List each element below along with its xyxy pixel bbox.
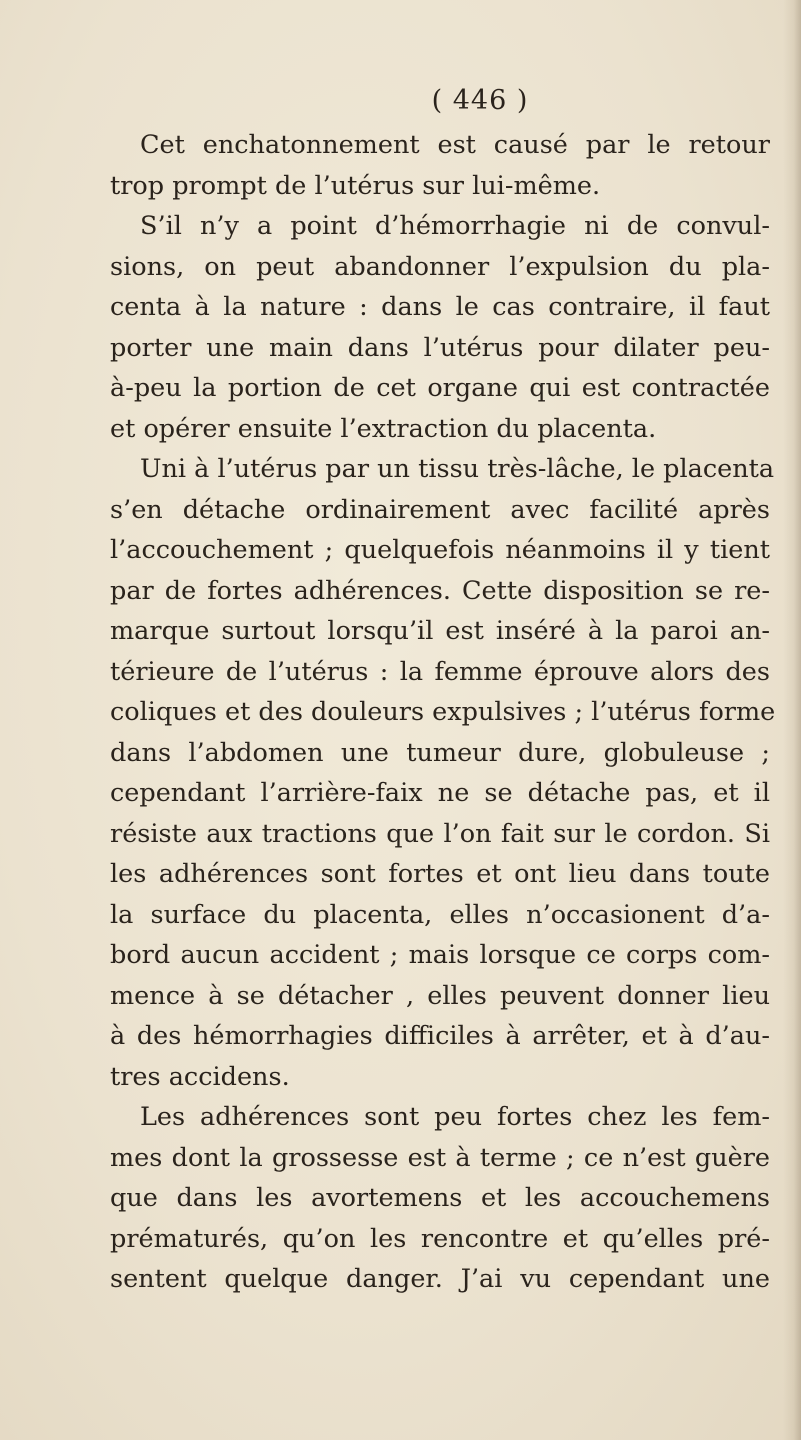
- text-line: Les adhérences sont peu fortes chez les fem-: [140, 1102, 770, 1132]
- text-line: porter une main dans l’utérus pour dilater peu-: [110, 332, 770, 363]
- text-line: mes dont la grossesse est à terme ; ce n’est guère: [110, 1142, 770, 1173]
- text-line: à-peu la portion de cet organe qui est contractée: [110, 373, 770, 403]
- text-line: tres accidens.: [110, 1061, 290, 1092]
- text-line: térieure de l’utérus : la femme éprouve alors des: [110, 656, 770, 687]
- text-line: résiste aux tractions que l’on fait sur le cordon. Si: [110, 818, 770, 849]
- text-line: les adhérences sont fortes et ont lieu dans toute: [110, 859, 770, 889]
- text-line: Cet enchatonnement est causé par le retour: [140, 130, 770, 160]
- text-line: S’il n’y a point d’hémorrhagie ni de convul-: [140, 211, 770, 241]
- text-line: cependant l’arrière-faix ne se détache pas, et il: [110, 778, 770, 808]
- text-line: coliques et des douleurs expulsives ; l’utérus forme: [110, 697, 776, 727]
- text-line: que dans les avortemens et les accouchemens: [110, 1183, 770, 1213]
- text-line: trop prompt de l’utérus sur lui-même.: [110, 170, 601, 201]
- text-line: par de fortes adhérences. Cette disposition se re-: [110, 575, 770, 606]
- page-edge-shadow: [783, 0, 801, 1440]
- text-line: marque surtout lorsqu’il est inséré à la paroi an-: [110, 616, 770, 646]
- text-line: centa à la nature : dans le cas contraire, il faut: [110, 292, 770, 322]
- text-line: prématurés, qu’on les rencontre et qu’elles pré-: [110, 1223, 770, 1254]
- text-line: Uni à l’utérus par un tissu très-lâche, le placenta: [140, 454, 775, 484]
- text-line: l’accouchement ; quelquefois néanmoins il y tient: [110, 535, 770, 565]
- text-line: sions, on peut abandonner l’expulsion du pla-: [110, 251, 770, 282]
- body-text: [110, 125, 776, 1300]
- text-line: dans l’abdomen une tumeur dure, globuleuse ;: [110, 737, 770, 768]
- text-line: sentent quelque danger. J’ai vu cependant une: [110, 1264, 770, 1294]
- text-line: à des hémorrhagies difficiles à arrêter, et à d’au-: [110, 1021, 770, 1051]
- text-line: la surface du placenta, elles n’occasionent d’a-: [110, 899, 770, 930]
- text-line: et opérer ensuite l’extraction du placenta.: [110, 413, 657, 444]
- text-line: bord aucun accident ; mais lorsque ce corps com-: [110, 940, 770, 970]
- text-line: mence à se détacher , elles peuvent donner lieu: [110, 980, 770, 1011]
- text-line: s’en détache ordinairement avec facilité après: [110, 494, 770, 525]
- page-number: ( 446 ): [431, 85, 529, 116]
